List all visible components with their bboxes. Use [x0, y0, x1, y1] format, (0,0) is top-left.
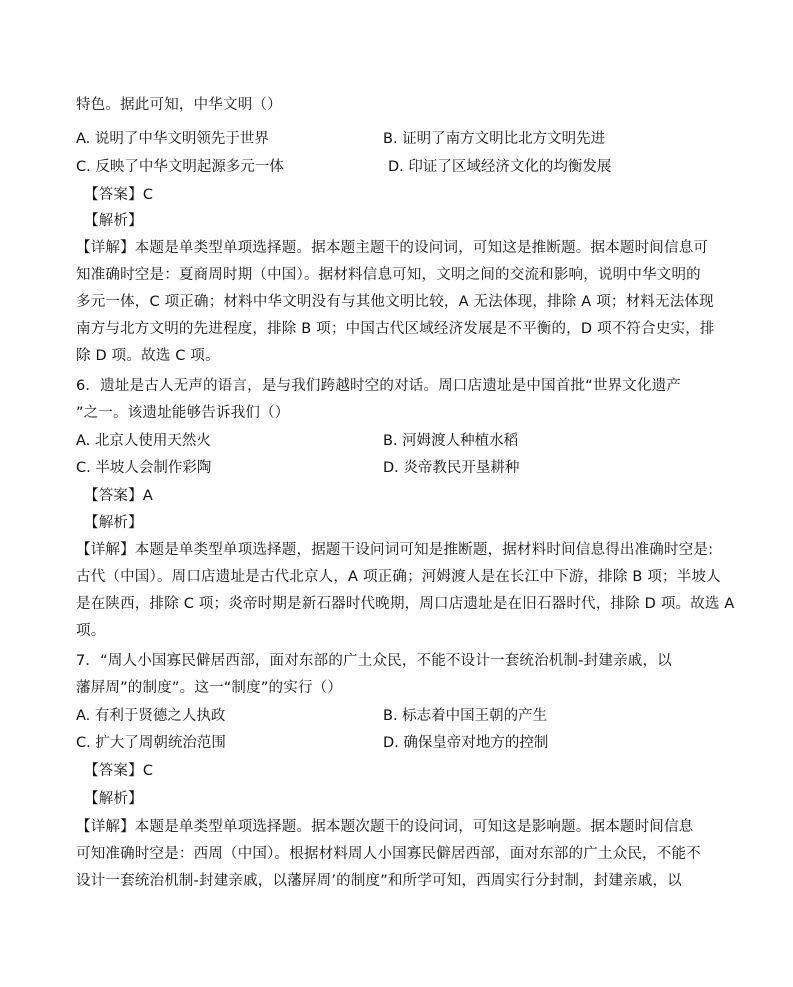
answer-tag: 【答案】 [84, 488, 143, 504]
q5-option-c: C. 反映了中华文明起源多元一体 [76, 159, 284, 175]
q6-stem-line: ”之一。该遗址能够告诉我们（） [76, 405, 290, 421]
q6-stem-line: 6．遗址是古人无声的语言，是与我们跨越时空的对话。周口店遗址是中国首批“世界文化遗产 [76, 378, 682, 394]
q6-detail-line: 项。 [76, 623, 106, 639]
q5-option-d: D. 印证了区域经济文化的均衡发展 [388, 159, 612, 175]
q5-detail-line: 南方与北方文明的先进程度，排除 B 项；中国古代区域经济发展是不平衡的，D 项不符合史实，排 [76, 321, 715, 337]
q6-answer [84, 487, 153, 505]
q6-option-a: A. 北京人使用天然火 [76, 433, 211, 449]
answer-value: A [142, 488, 153, 504]
q7-detail-line: 设计一套统治机制-封建亲戚，以藩屏周’的制度”和所学可知，西周实行分封制，封建亲戚，以 [76, 873, 682, 889]
q7-option-c: C. 扩大了周朝统治范围 [76, 735, 226, 751]
q6-detail-line: 古代（中国）。周口店遗址是古代北京人，A 项正确；河姆渡人是在长江中下游，排除 B 项；半坡人 [76, 569, 721, 585]
q6-option-c: C. 半坡人会制作彩陶 [76, 460, 212, 476]
q6-analysis-tag: 【解析】 [84, 515, 143, 531]
q7-answer [84, 762, 153, 780]
q6-option-b: B. 河姆渡人种植水稻 [383, 433, 519, 449]
q6-option-d: D. 炎帝教民开垦耕种 [383, 460, 520, 476]
q7-analysis-tag: 【解析】 [84, 791, 143, 807]
q5-detail-line: 知准确时空是：夏商周时期（中国）。据材料信息可知，文明之间的交流和影响，说明中华文明的 [76, 267, 701, 283]
q5-analysis-tag: 【解析】 [84, 213, 143, 229]
q7-option-d: D. 确保皇帝对地方的控制 [383, 735, 549, 751]
answer-tag: 【答案】 [84, 187, 143, 203]
q7-option-b: B. 标志着中国王朝的产生 [383, 708, 548, 724]
q5-detail-line: 多元一体，C 项正确；材料中华文明没有与其他文明比较，A 无法体现，排除 A 项；材料无法体现 [76, 294, 714, 310]
answer-tag: 【答案】 [84, 763, 143, 779]
q6-detail-line: 是在陕西，排除 C 项；炎帝时期是新石器时代晚期，周口店遗址是在旧石器时代，排除 D 项。故选 A [76, 596, 735, 612]
answer-value: C [142, 187, 154, 203]
q5-detail-line: 除 D 项。故选 C 项。 [76, 348, 220, 364]
q5-answer [84, 186, 153, 204]
q7-detail-line: 【详解】本题是单类型单项选择题。据本题次题干的设问词，可知这是影响题。据本题时间信息 [76, 819, 694, 835]
q7-option-a: A. 有利于贤德之人执政 [76, 708, 226, 724]
q5-stem-tail: 特色。据此可知，中华文明（） [76, 97, 282, 113]
q5-detail-line: 【详解】本题是单类型单项选择题。据本题主题干的设问词，可知这是推断题。据本题时间信息可 [76, 240, 709, 256]
q7-stem-line: 7．“周人小国寡民僻居西部，面对东部的广土众民，不能不设计一套统治机制-封建亲戚，以 [76, 653, 672, 669]
q5-option-a: A. 说明了中华文明领先于世界 [76, 131, 269, 147]
answer-value: C [142, 763, 154, 779]
q6-detail-line: 【详解】本题是单类型单项选择题，据题干设问词可知是推断题，据材料时间信息得出准确时空是: [76, 542, 714, 558]
q5-option-b: B. 证明了南方文明比北方文明先进 [383, 131, 606, 147]
q7-stem-line: 藩屏周”的制度”。这一“制度”的实行（） [76, 680, 343, 696]
q7-detail-line: 可知准确时空是：西周（中国）。根据材料周人小国寡民僻居西部，面对东部的广土众民，不能不 [76, 846, 701, 862]
